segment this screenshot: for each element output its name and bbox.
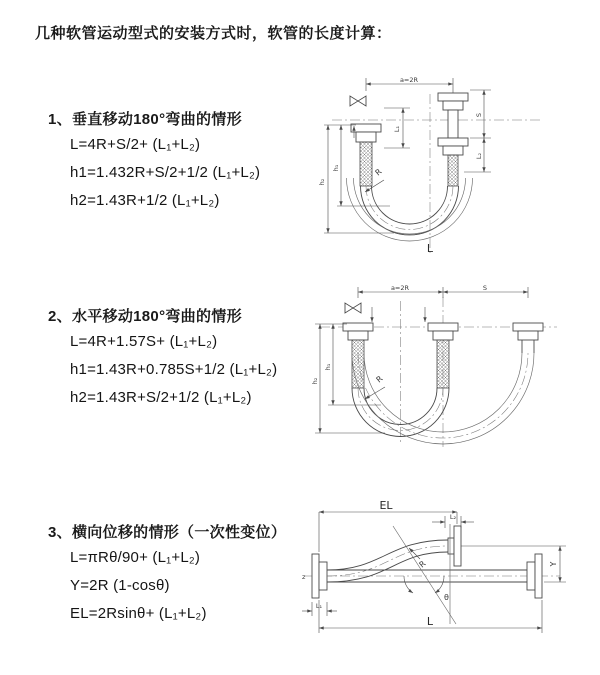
- radius-label: R: [373, 167, 384, 178]
- el-dimension: [319, 499, 457, 552]
- hose-u-bend: [347, 178, 473, 241]
- dim-label-a2r: a=2R: [399, 76, 419, 84]
- displaced-flange-assembly: [513, 323, 543, 353]
- diagram-lateral-displacement: [298, 496, 595, 648]
- y-dimension: [461, 546, 566, 582]
- dim-label-y: Y: [549, 561, 558, 567]
- section-heading: 3、横向位移的情形（一次性变位）: [48, 524, 287, 541]
- right-flange-original-position: [527, 554, 542, 598]
- left-hose-assembly: [351, 124, 381, 186]
- valve-icon: [350, 96, 366, 106]
- dim-label-s: S: [482, 284, 488, 292]
- formula-line: h1=1.43R+0.785S+1/2 (L₁+L₂): [70, 361, 278, 378]
- dim-label-h1: h₁: [324, 363, 332, 371]
- formula-line: L=πRθ/90+ (L₁+L₂): [70, 549, 201, 566]
- top-dimension: [366, 76, 453, 93]
- stroke-dimensions: [464, 90, 491, 172]
- valve-icon: [345, 303, 361, 313]
- section-heading: 2、水平移动180°弯曲的情形: [48, 308, 242, 325]
- radius-label: R: [417, 559, 428, 570]
- page-title: 几种软管运动型式的安装方式时，软管的长度计算：: [35, 25, 392, 42]
- formula-line: h2=1.43R+S/2+1/2 (L₁+L₂): [70, 389, 252, 406]
- section-lateral-displacement: [48, 521, 286, 633]
- formula-line: h1=1.432R+S/2+1/2 (L₁+L₂): [70, 164, 261, 181]
- diagram-vertical-bend: [298, 74, 570, 262]
- s-curved-hose: [327, 540, 448, 582]
- section-heading: 1、垂直移动180°弯曲的情形: [48, 111, 242, 128]
- angle-label: θ: [444, 593, 449, 602]
- middle-hose-assembly: [428, 323, 458, 388]
- left-flange: [312, 554, 327, 598]
- length-label: L: [426, 242, 434, 255]
- dim-label-l: L: [426, 615, 434, 628]
- formula-line: EL=2Rsinθ+ (L₁+L₂): [70, 605, 207, 622]
- dim-label-h2: h₂: [318, 178, 326, 186]
- dim-label-s: S: [475, 112, 483, 118]
- dim-label-l1: L₁: [393, 125, 401, 133]
- dim-label-l1: L₁: [315, 602, 323, 610]
- radius-callout: [409, 548, 428, 570]
- l2-dimension: [432, 513, 474, 528]
- formula-line: Y=2R (1-cosθ): [70, 577, 170, 594]
- dim-label-l2: L₂: [449, 513, 457, 521]
- dim-label-l2: L₂: [475, 152, 483, 160]
- formula-line: L=4R+S/2+ (L₁+L₂): [70, 136, 201, 153]
- dim-label-h2: h₂: [311, 377, 319, 385]
- dim-label-el: EL: [379, 499, 393, 512]
- dim-label-h1: h₁: [332, 164, 340, 172]
- radius-label: R: [374, 374, 385, 385]
- angle-construction: [393, 524, 456, 624]
- formula-line: L=4R+1.57S+ (L₁+L₂): [70, 333, 218, 350]
- l1-dimension: [302, 602, 337, 616]
- section-horizontal-bend: [48, 305, 277, 417]
- top-dimension: [358, 284, 528, 298]
- right-hose-assembly: [438, 93, 468, 186]
- centerline-z-marker: z: [302, 573, 306, 581]
- formula-line: h2=1.43R+1/2 (L₁+L₂): [70, 192, 220, 209]
- l1-dimension: [384, 108, 410, 148]
- diagram-horizontal-bend: [295, 283, 597, 455]
- l-dimension: [319, 600, 542, 633]
- dim-label-a2r: a=2R: [390, 284, 410, 292]
- section-vertical-bend: [48, 108, 260, 220]
